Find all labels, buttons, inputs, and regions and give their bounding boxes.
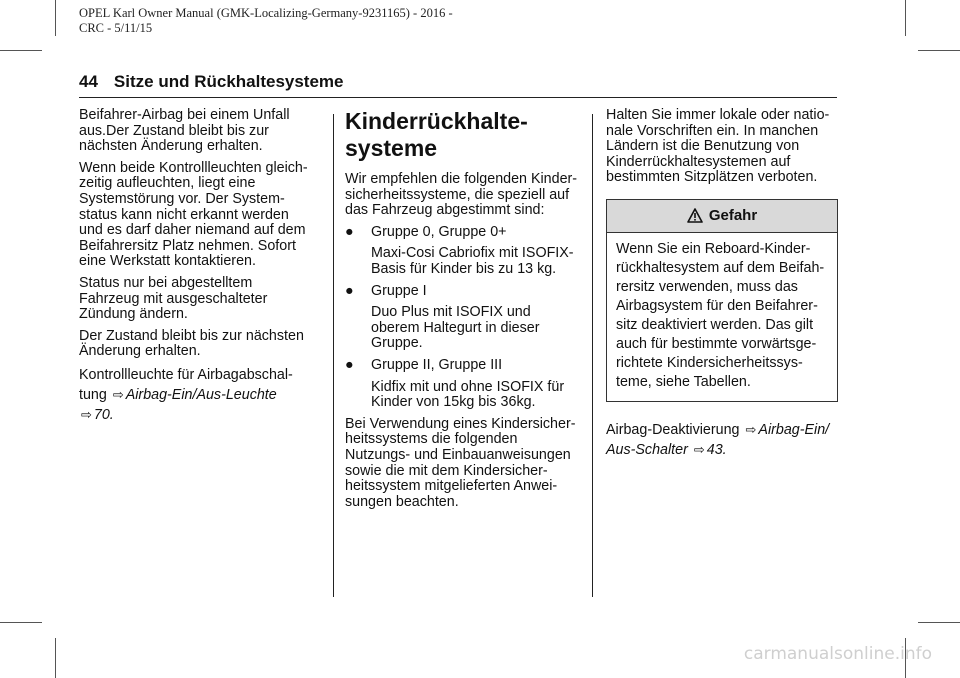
page-ref-icon: ⇨ bbox=[693, 441, 705, 457]
watermark-text: carmanualsonline.info bbox=[743, 644, 932, 664]
text-line: auch für bestimmte vorwärtsge- bbox=[616, 335, 817, 352]
text-line: rückhaltesystem auf dem Beifah- bbox=[616, 259, 825, 276]
text-word: tung bbox=[79, 386, 107, 403]
text-line: Gruppe. bbox=[371, 335, 423, 352]
xref-arrow-icon: ⇨ bbox=[112, 386, 124, 402]
text-line: rersitz verwenden, muss das bbox=[616, 278, 798, 295]
xref-arrow-icon: ⇨ bbox=[745, 421, 757, 437]
page-ref[interactable]: 70. bbox=[93, 406, 114, 423]
text-line: heitssystems die folgenden bbox=[345, 431, 518, 448]
text-line: Beifahrersitz Platz nehmen. Sofort bbox=[79, 237, 296, 254]
text-line: richtete Kindersicherheitssys- bbox=[616, 354, 803, 371]
text-line: Kontrollleuchte für Airbagabschal- bbox=[79, 366, 293, 383]
text-line: Kinderrückhaltesystemen auf bbox=[606, 153, 791, 170]
text-line: Änderung erhalten. bbox=[79, 343, 201, 360]
text-line: Wir empfehlen die folgenden Kinder- bbox=[345, 171, 578, 187]
crop-mark bbox=[0, 50, 42, 51]
warning-box bbox=[606, 199, 838, 402]
paragraph bbox=[79, 329, 323, 360]
group-name: Gruppe 0, Gruppe 0+ bbox=[371, 223, 507, 240]
text-line: Beifahrer-Airbag bei einem Unfall bbox=[79, 107, 290, 123]
text-line: Fahrzeug mit ausgeschalteter bbox=[79, 290, 268, 307]
warning-triangle-icon bbox=[687, 208, 703, 223]
group-desc bbox=[371, 246, 581, 277]
list-item bbox=[345, 225, 581, 278]
section-title: Sitze und Rückhaltesysteme bbox=[113, 72, 344, 91]
print-metadata-line: CRC - 5/11/15 bbox=[79, 21, 153, 35]
paragraph bbox=[79, 161, 323, 270]
list-item bbox=[345, 284, 581, 352]
crop-mark bbox=[905, 0, 906, 36]
group-desc bbox=[371, 380, 581, 411]
heading-line: Kinderrückhalte- bbox=[345, 108, 528, 134]
paragraph bbox=[79, 366, 323, 425]
text-line: Der Zustand bleibt bis zur nächsten bbox=[79, 327, 304, 344]
text-line: Airbagsystem für den Beifahrer- bbox=[616, 297, 818, 314]
group-list bbox=[345, 225, 581, 411]
list-item bbox=[345, 358, 581, 411]
text-line: bestimmten Sitzplätzen verboten. bbox=[606, 169, 818, 186]
page-ref-icon: ⇨ bbox=[81, 406, 92, 422]
print-metadata-line: OPEL Karl Owner Manual (GMK-Localizing-Germany-9231165) - 2016 - bbox=[79, 6, 453, 20]
text-line: status kann nicht erkannt werden bbox=[79, 206, 289, 223]
warning-body bbox=[607, 233, 837, 401]
text-line: Kinder von 15kg bis 36kg. bbox=[371, 394, 536, 411]
group-desc bbox=[371, 305, 581, 352]
paragraph bbox=[79, 276, 323, 323]
text-line: sitz deaktiviert werden. Das gilt bbox=[616, 316, 814, 333]
column-divider bbox=[592, 114, 593, 597]
page-header bbox=[79, 72, 344, 92]
text-line: Status nur bei abgestelltem bbox=[79, 274, 253, 291]
warning-title-bar bbox=[607, 200, 837, 233]
text-line: nächsten Änderung erhalten. bbox=[79, 138, 263, 155]
text-line: sungen beachten. bbox=[345, 493, 459, 510]
paragraph bbox=[79, 108, 323, 155]
paragraph bbox=[606, 420, 838, 460]
bullet-icon: ● bbox=[345, 356, 354, 373]
xref-link[interactable]: Airbag-Ein/Aus-Leuchte bbox=[125, 386, 277, 403]
text-line: nale Vorschriften ein. In manchen bbox=[606, 122, 819, 139]
group-name: Gruppe II, Gruppe III bbox=[371, 356, 503, 373]
text-line: aus.Der Zustand bleibt bis zur bbox=[79, 122, 269, 139]
group-name: Gruppe I bbox=[371, 282, 427, 299]
bullet-icon: ● bbox=[345, 282, 354, 299]
page-number: 44 bbox=[79, 72, 98, 91]
text-line: Systemstörung vor. Der System- bbox=[79, 190, 285, 207]
paragraph bbox=[345, 172, 581, 219]
text-line: Maxi-Cosi Cabriofix mit ISOFIX- bbox=[371, 245, 574, 262]
text-line: oberem Haltegurt in dieser bbox=[371, 319, 540, 336]
text-line: zeitig aufleuchten, liegt eine bbox=[79, 175, 256, 192]
xref-link[interactable]: Airbag-Ein/ bbox=[758, 421, 830, 438]
crop-mark bbox=[918, 622, 960, 623]
bullet-icon: ● bbox=[345, 223, 354, 240]
xref-link[interactable]: Aus-Schalter bbox=[606, 441, 688, 458]
page-ref[interactable]: 43. bbox=[706, 441, 727, 458]
text-word: Airbag-Deaktivierung bbox=[606, 421, 740, 438]
text-line: sicherheitssysteme, die speziell auf bbox=[345, 186, 570, 203]
section-heading bbox=[345, 108, 581, 162]
text-line: Duo Plus mit ISOFIX und bbox=[371, 304, 531, 321]
column-3 bbox=[606, 108, 838, 466]
text-line: heitssystem mitgelieferten Anwei- bbox=[345, 478, 558, 495]
text-line: das Fahrzeug abgestimmt sind: bbox=[345, 202, 545, 219]
warning-title: Gefahr bbox=[708, 207, 758, 225]
text-line: Nutzungs- und Einbauanweisungen bbox=[345, 446, 571, 463]
column-divider bbox=[333, 114, 334, 597]
text-line: teme, siehe Tabellen. bbox=[616, 373, 751, 390]
watermark bbox=[0, 644, 960, 664]
heading-line: systeme bbox=[345, 135, 438, 161]
text-line: sowie die mit dem Kindersicher- bbox=[345, 462, 548, 479]
text-line: Halten Sie immer lokale oder natio- bbox=[606, 107, 830, 123]
text-line: Wenn Sie ein Reboard-Kinder- bbox=[616, 240, 811, 257]
paragraph bbox=[345, 417, 581, 511]
column-2 bbox=[345, 108, 581, 516]
text-line: eine Werkstatt kontaktieren. bbox=[79, 253, 256, 270]
text-line: Bei Verwendung eines Kindersicher- bbox=[345, 415, 576, 432]
text-line: Basis für Kinder bis zu 13 kg. bbox=[371, 260, 557, 277]
print-metadata bbox=[79, 6, 453, 36]
text-line: und es darf daher niemand auf dem bbox=[79, 222, 306, 239]
text-line: Ländern ist die Benutzung von bbox=[606, 138, 800, 155]
crop-mark bbox=[0, 622, 42, 623]
column-1 bbox=[79, 108, 323, 431]
text-line: Wenn beide Kontrollleuchten gleich- bbox=[79, 159, 308, 176]
text-line: Kidfix mit und ohne ISOFIX für bbox=[371, 378, 565, 395]
paragraph bbox=[606, 108, 838, 186]
crop-mark bbox=[55, 0, 56, 36]
text-line: Zündung ändern. bbox=[79, 306, 188, 323]
header-rule bbox=[79, 97, 837, 98]
crop-mark bbox=[918, 50, 960, 51]
